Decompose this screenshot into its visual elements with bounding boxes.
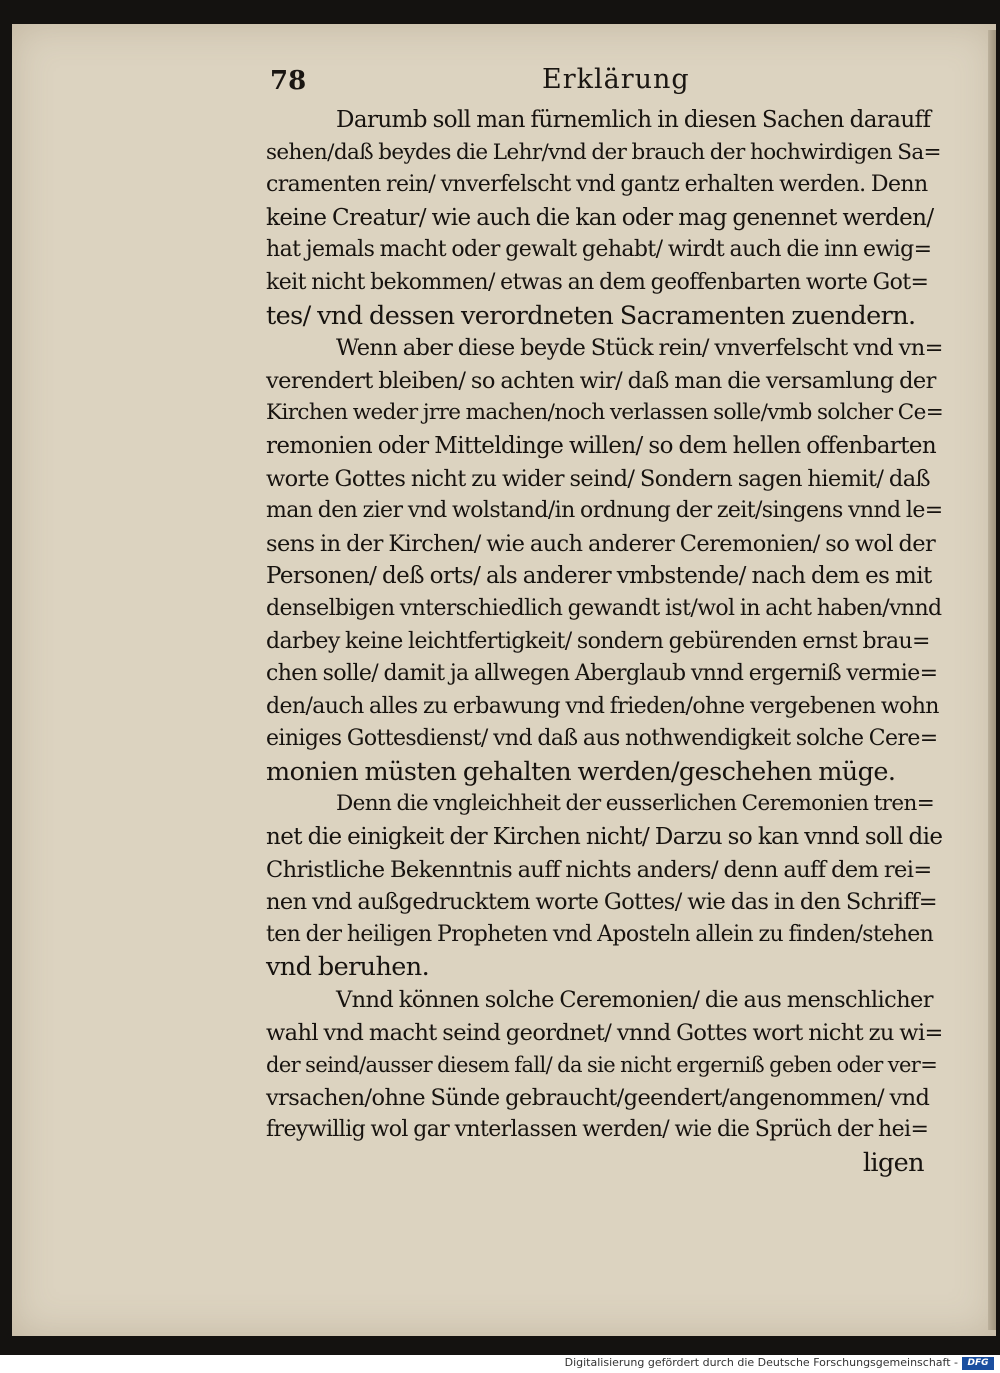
body-text bbox=[266, 104, 942, 1180]
text-line: keine Creatur/ wie auch die kan oder mag genennet werden/ bbox=[266, 204, 934, 231]
page-edge bbox=[988, 30, 996, 1330]
footer-bar bbox=[0, 1355, 1000, 1373]
text-line: vrsachen/ohne Sünde gebraucht/geendert/angenommen/ vnd bbox=[266, 1084, 930, 1111]
text-line: monien müsten gehalten werden/geschehen müge. bbox=[266, 756, 896, 787]
text-line: freywillig wol gar vnterlassen werden/ wie die Sprüch der hei= bbox=[266, 1117, 929, 1143]
text-line: vnd beruhen. bbox=[266, 952, 430, 983]
text-line: Wenn aber diese beyde Stück rein/ vnverfelscht vnd vn= bbox=[336, 335, 943, 362]
text-line: Vnnd können solche Ceremonien/ die aus menschlicher bbox=[336, 987, 933, 1014]
text-line: keit nicht bekommen/ etwas an dem geoffenbarten worte Got= bbox=[266, 269, 929, 295]
text-line: nen vnd außgedrucktem worte Gottes/ wie das in den Schriff= bbox=[266, 889, 938, 916]
text-line: remonien oder Mitteldinge willen/ so dem hellen offenbarten bbox=[266, 432, 937, 459]
text-line: cramenten rein/ vnverfelscht vnd gantz erhalten werden. Denn bbox=[266, 172, 928, 198]
text-line: sens in der Kirchen/ wie auch anderer Ceremonien/ so wol der bbox=[266, 530, 936, 557]
text-line: Darumb soll man fürnemlich in diesen Sachen darauff bbox=[336, 107, 931, 133]
text-line: der seind/ausser diesem fall/ da sie nicht ergerniß geben oder ver= bbox=[266, 1053, 938, 1078]
text-line: man den zier vnd wolstand/in ordnung der zeit/singens vnnd le= bbox=[266, 498, 943, 524]
text-line: den/auch alles zu erbawung vnd frieden/ohne vergebenen wohn bbox=[266, 693, 939, 719]
text-line: wahl vnd macht seind geordnet/ vnnd Gottes wort nicht zu wi= bbox=[266, 1019, 943, 1046]
page-number: 78 bbox=[270, 66, 307, 96]
text-line: chen solle/ damit ja allwegen Aberglaub vnnd ergerniß vermie= bbox=[266, 661, 938, 687]
text-line: verendert bleiben/ so achten wir/ daß man die versamlung der bbox=[266, 367, 936, 394]
text-line: Denn die vngleichheit der eusserlichen Ceremonien tren= bbox=[336, 791, 935, 817]
text-line: net die einigkeit der Kirchen nicht/ Darzu so kan vnnd soll die bbox=[266, 824, 943, 851]
digitization-credit: Digitalisierung gefördert durch die Deutsche Forschungsgemeinschaft - bbox=[564, 1356, 958, 1369]
text-line: Kirchen weder jrre machen/noch verlassen solle/vmb solcher Ce= bbox=[266, 400, 944, 426]
dfg-logo: DFG bbox=[962, 1357, 994, 1370]
text-line: worte Gottes nicht zu wider seind/ Sondern sagen hiemit/ daß bbox=[266, 465, 930, 492]
text-line: denselbigen vnterschiedlich gewandt ist/wol in acht haben/vnnd bbox=[266, 595, 942, 621]
text-line: hat jemals macht oder gewalt gehabt/ wirdt auch die inn ewig= bbox=[266, 237, 932, 263]
text-line: Christliche Bekenntnis auff nichts anders/ denn auff dem rei= bbox=[266, 856, 932, 883]
text-line: darbey keine leichtfertigkeit/ sondern gebürenden ernst brau= bbox=[266, 628, 930, 654]
text-line: Personen/ deß orts/ als anderer vmbstende/ nach dem es mit bbox=[266, 563, 932, 590]
text-line: tes/ vnd dessen verordneten Sacramenten zuendern. bbox=[266, 300, 916, 331]
catchword: ligen bbox=[862, 1148, 924, 1178]
text-line: einiges Gottesdienst/ vnd daß aus nothwendigkeit solche Cere= bbox=[266, 726, 938, 752]
running-title: Erklärung bbox=[542, 64, 690, 95]
text-line: ten der heiligen Propheten vnd Aposteln allein zu finden/stehen bbox=[266, 921, 934, 947]
text-line: sehen/daß beydes die Lehr/vnd der brauch der hochwirdigen Sa= bbox=[266, 139, 941, 165]
page-header bbox=[262, 60, 942, 100]
